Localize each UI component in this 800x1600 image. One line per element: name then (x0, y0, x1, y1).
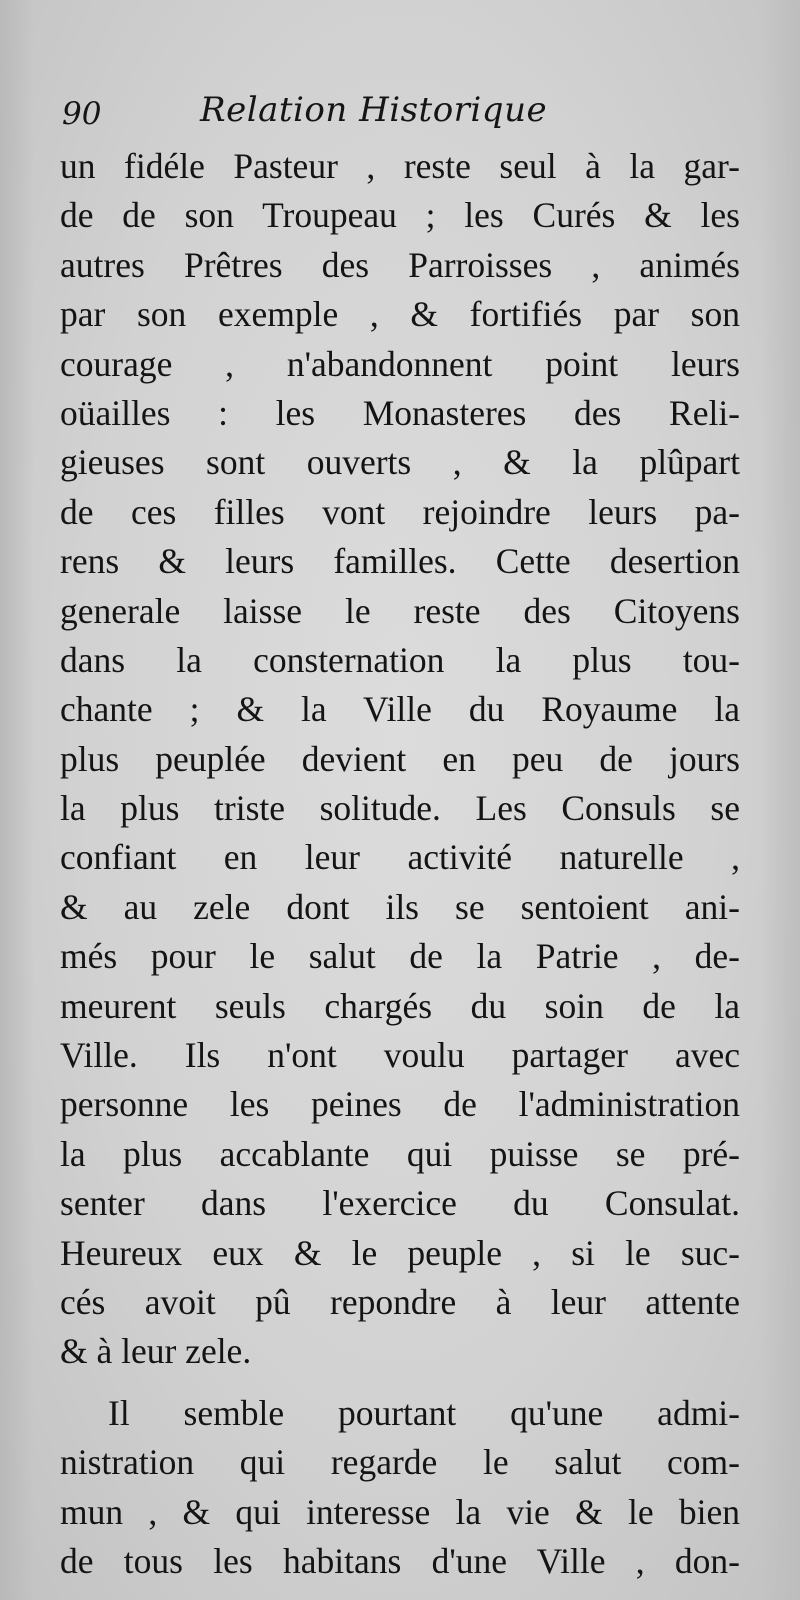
text-line: cés avoit pû repondre à leur attente (60, 1281, 740, 1322)
text-line: autres Prêtres des Parroisses , animés (60, 244, 740, 285)
text-line: la plus accablante qui puisse se pré- (60, 1133, 740, 1174)
text-line: més pour le salut de la Patrie , de- (60, 936, 740, 977)
text-line: courage , n'abandonnent point leurs (60, 343, 740, 384)
text-line: nistration qui regarde le salut com- (60, 1442, 740, 1483)
text-line: & au zele dont ils se sentoient ani- (60, 886, 740, 927)
page-edge-shadow-right (760, 0, 800, 1600)
text-line: dans la consternation la plus tou- (60, 639, 740, 680)
text-line: par son exemple , & fortifiés par son (60, 294, 740, 335)
text-line: rens & leurs familles. Cette desertion (60, 541, 740, 582)
text-line: personne les peines de l'administration (60, 1084, 740, 1125)
text-line: de de son Troupeau ; les Curés & les (60, 195, 740, 236)
text-line: generale laisse le reste des Citoyens (60, 590, 740, 631)
text-line: & à leur zele. (60, 1331, 252, 1372)
text-line: mun , & qui interesse la vie & le bien (60, 1491, 740, 1532)
text-line: de ces filles vont rejoindre leurs pa- (60, 491, 740, 532)
text-line: Heureux eux & le peuple , si le suc- (60, 1232, 740, 1273)
text-line: meurent seuls chargés du soin de la (60, 985, 740, 1026)
text-line: Il semble pourtant qu'une admi- (108, 1392, 740, 1433)
paragraph-gap (60, 1377, 740, 1389)
text-line: confiant en leur activité naturelle , (60, 837, 740, 878)
text-line: plus peuplée devient en peu de jours (60, 738, 740, 779)
page-number: 90 (62, 96, 102, 132)
paragraph-2 (60, 1389, 740, 1587)
text-line: gieuses sont ouverts , & la plûpart (60, 442, 740, 483)
text-line: de tous les habitans d'une Ville , don- (60, 1540, 740, 1581)
text-line: Ville. Ils n'ont voulu partager avec (60, 1035, 740, 1076)
text-line: oüailles : les Monasteres des Reli- (60, 392, 740, 433)
page-header (60, 90, 740, 140)
page-edge-shadow-left (0, 0, 34, 1600)
text-line: chante ; & la Ville du Royaume la (60, 689, 740, 730)
text-line: senter dans l'exercice du Consulat. (60, 1183, 740, 1224)
paragraph-1 (60, 142, 740, 1377)
running-title: Relation Historique (200, 90, 548, 130)
text-line: un fidéle Pasteur , reste seul à la gar- (60, 146, 740, 186)
body-text (60, 142, 740, 1586)
text-line: la plus triste solitude. Les Consuls se (60, 788, 740, 829)
